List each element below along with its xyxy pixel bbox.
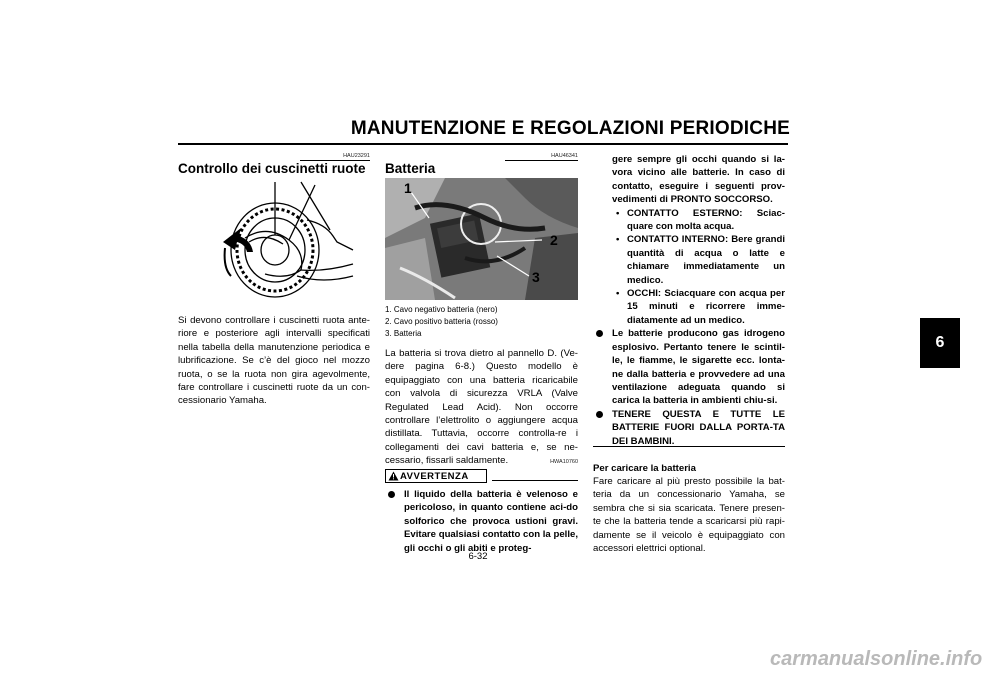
warning-triangle-icon xyxy=(388,471,399,484)
bullet-icon xyxy=(388,491,395,498)
warning-continued-text: gere sempre gli occhi quando si la-vora vicino alle batterie. In caso di contatto, eseguire i seguenti prov-vedimenti di PRONTO SOCCORSO. xyxy=(612,154,785,206)
callout-2: 2 xyxy=(550,232,558,248)
warning-continued xyxy=(593,153,785,448)
page-header-title: MANUTENZIONE E REGOLAZIONI PERIODICHE xyxy=(350,118,790,139)
first-aid-item: • CONTATTO ESTERNO: Sciac-quare con molta acqua. xyxy=(616,207,785,233)
warning-bullet-3: TENERE QUESTA E TUTTE LE BATTERIE FUORI DALLA PORTA-TA DEI BAMBINI. xyxy=(593,408,785,448)
section-title-wheel-bearings: Controllo dei cuscinetti ruote xyxy=(178,161,366,176)
charge-battery-title: Per caricare la batteria xyxy=(593,463,696,474)
wheel-bearing-icon xyxy=(205,180,355,305)
page-number: 6-32 xyxy=(468,551,488,562)
section-code: HAU46341 xyxy=(551,153,578,159)
warning-end-rule xyxy=(593,446,785,447)
bullet-icon xyxy=(596,411,603,418)
wheel-bearings-body: Si devono controllare i cuscinetti ruota ante-riore e posteriore agli intervalli specificati nella tabella della manutenzione periodica e lubrificazione. Se c’è del gioco nel mozzo ruota, o se la ruota non gira agevolmente, fare controllare i cuscinetti ruote da un con-cessionario Yamaha. xyxy=(178,315,370,407)
warning-bullet-1 xyxy=(385,488,578,555)
warning-bullet-1-text: Il liquido della batteria è velenoso e pericoloso, in quanto contiene aci-do solforico che provoca ustioni gravi. Evitare qualsiasi contatto con la pelle, gli occhi o gli abiti e proteg- xyxy=(404,489,578,554)
caption-3: 3. Batteria xyxy=(385,329,422,338)
warning-code: HWA10760 xyxy=(550,459,578,465)
section-title-rule xyxy=(300,160,370,161)
caption-1: 1. Cavo negativo batteria (nero) xyxy=(385,305,498,314)
section-title-rule xyxy=(505,160,578,161)
first-aid-item: • OCCHI: Sciacquare con acqua per 15 minuti e ricorrere imme-diatamente ad un medico. xyxy=(616,288,785,326)
callout-1: 1 xyxy=(404,180,412,196)
bullet-icon xyxy=(596,330,603,337)
chapter-tab-label: 6 xyxy=(935,334,945,351)
warning-rule xyxy=(492,480,578,481)
caption-2: 2. Cavo positivo batteria (rosso) xyxy=(385,317,498,326)
warning-heading xyxy=(385,469,487,483)
first-aid-item: • CONTATTO INTERNO: Bere grandi quantità di acqua o latte e chiamare immediatamente un medico. xyxy=(616,234,785,286)
chapter-tab xyxy=(920,318,960,368)
battery-body: La batteria si trova dietro al pannello D. (Ve-dere pagina 6-8.) Questo modello è equipaggiato con una batteria ricaricabile con valvola di sicurezza VRLA (Valve Regulated Lead Acid). Non occorre controllare l’elettrolito o aggiungere acqua distillata. Tuttavia, occorre controlla-re i collegamenti dei cavi batteria e, se ne-cessario, fissarli saldamente. xyxy=(385,348,578,467)
section-title-battery: Batteria xyxy=(385,161,436,176)
watermark: carmanualsonline.info xyxy=(770,648,982,670)
charge-battery-body: Fare caricare al più presto possibile la bat-teria da un concessionario Yamaha, se sembra che si sia scaricata. Tenere presen-te che la batteria tende a scaricarsi più rapi-damente se il veicolo è equipaggiato con accessori elettrici optional. xyxy=(593,476,785,555)
wheel-bearing-check-illustration xyxy=(205,180,355,305)
battery-location-photo xyxy=(385,178,578,300)
section-code: HAU23291 xyxy=(343,153,370,159)
first-aid-list xyxy=(593,207,785,328)
photo-captions xyxy=(385,304,578,340)
callout-3: 3 xyxy=(532,269,540,285)
warning-label: AVVERTENZA xyxy=(400,470,469,482)
warning-bullet-2: Le batterie producono gas idrogeno esplosivo. Pertanto tenere le scintil-le, le fiamme, le sigarette ecc. lonta-ne dalla batteria e provvedere ad una ventilazione adeguata quando si carica la batteria in ambienti chiu-si. xyxy=(593,327,785,407)
header-rule xyxy=(178,143,788,145)
